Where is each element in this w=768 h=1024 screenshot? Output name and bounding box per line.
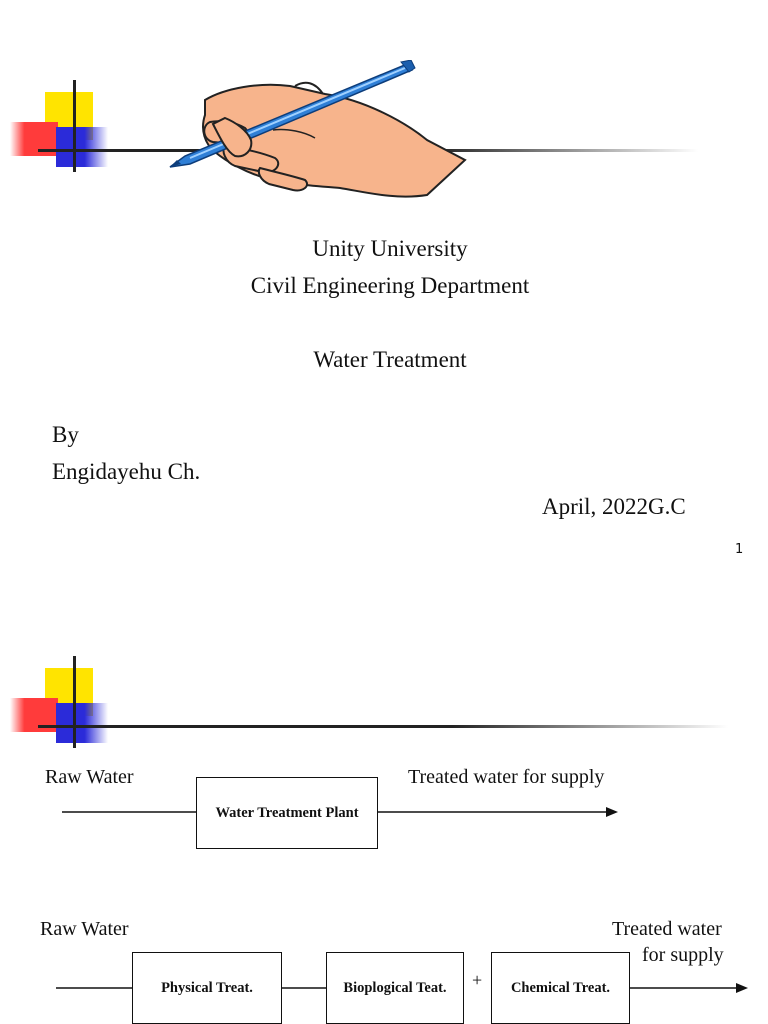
plus-sign: + <box>472 970 483 990</box>
raw-water-label: Raw Water <box>45 766 134 788</box>
water-treatment-plant-box: Water Treatment Plant <box>196 777 378 849</box>
raw-water-label: Raw Water <box>40 918 129 940</box>
hand-with-pen-icon <box>165 60 470 205</box>
page-number: 1 <box>735 542 744 557</box>
physical-treatment-box: Physical Treat. <box>132 952 282 1024</box>
presentation-title: Water Treatment <box>313 347 467 372</box>
chemical-treatment-box: Chemical Treat. <box>491 952 630 1024</box>
university-name: Unity University <box>312 236 468 261</box>
decor-vertical-line <box>73 656 76 748</box>
decor-blue-square <box>56 127 108 167</box>
for-supply-label: for supply <box>642 944 724 966</box>
decor-vertical-line <box>73 80 76 172</box>
department-name: Civil Engineering Department <box>250 273 530 298</box>
diagram-1 <box>0 750 768 860</box>
slide-decoration <box>10 92 120 212</box>
biological-treatment-box: Bioplogical Teat. <box>326 952 464 1024</box>
presentation-date: April, 2022G.C <box>542 494 686 519</box>
treated-water-label: Treated water <box>612 918 722 940</box>
decor-horizontal-rule <box>38 725 728 728</box>
diagram-1-flow-lines <box>0 750 768 860</box>
author-name: Engidayehu Ch. <box>52 459 201 484</box>
treated-water-label: Treated water for supply <box>408 766 605 788</box>
slide-2 <box>0 600 768 1024</box>
by-label: By <box>52 422 79 447</box>
diagram-2 <box>0 910 768 1024</box>
decor-blue-square <box>56 703 108 743</box>
